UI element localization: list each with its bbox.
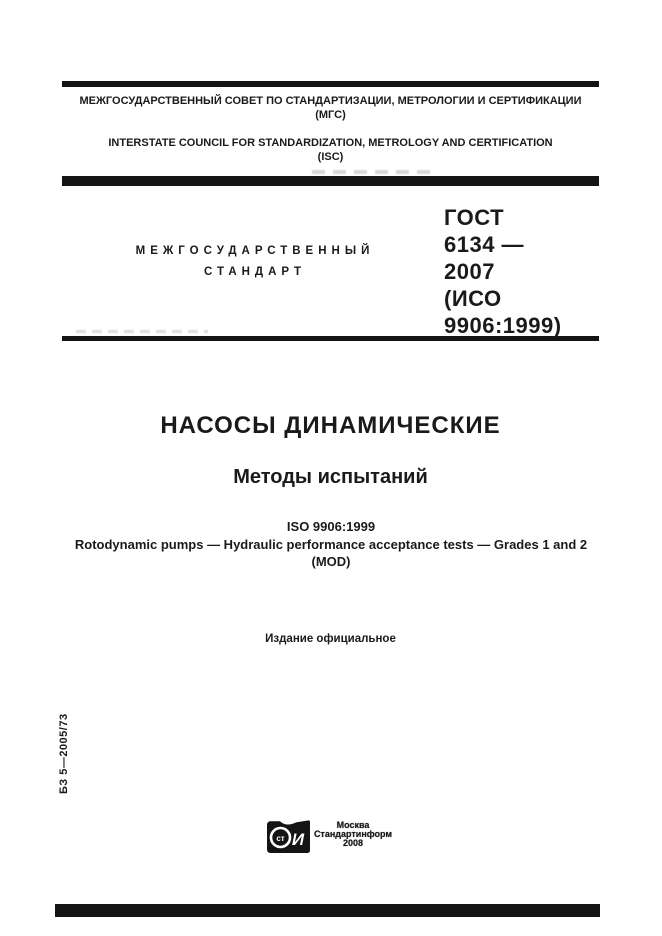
- designation-line4: (ИСО 9906:1999): [444, 286, 562, 338]
- iso-reference: ISO 9906:1999: [286, 519, 376, 534]
- standard-type-line1: МЕЖГОСУДАРСТВЕННЫЙ: [135, 245, 375, 257]
- edition-note: Издание официальное: [265, 633, 396, 645]
- standard-designation: [444, 204, 614, 339]
- svg-text:И: И: [291, 830, 305, 849]
- document-title: НАСОСЫ ДИНАМИЧЕСКИЕ: [160, 412, 501, 439]
- imprint-city: Москва: [336, 820, 370, 830]
- standartinform-logo-icon: [264, 820, 311, 854]
- iso-reference-block: [40, 518, 622, 571]
- separator-bar-bottom: [55, 904, 600, 917]
- adoption-mark: (MOD): [311, 554, 351, 569]
- publisher-imprint: [312, 821, 394, 849]
- scan-artifact-smudge: [312, 170, 430, 174]
- designation-line1: ГОСТ: [444, 205, 505, 230]
- scan-artifact-smudge: [76, 330, 208, 333]
- council-name-en: INTERSTATE COUNCIL FOR STANDARDIZATION, METROLOGY AND CERTIFICATION: [108, 137, 553, 149]
- council-header-russian: [62, 94, 599, 122]
- svg-text:ст: ст: [276, 834, 285, 843]
- council-name-ru: МЕЖГОСУДАРСТВЕННЫЙ СОВЕТ ПО СТАНДАРТИЗАЦИИ, МЕТРОЛОГИИ И СЕРТИФИКАЦИИ: [79, 95, 582, 107]
- separator-bar-middle: [62, 176, 599, 186]
- designation-line2: 6134 —: [444, 232, 525, 257]
- separator-bar-top: [62, 81, 599, 87]
- imprint-year: 2008: [342, 838, 364, 849]
- council-abbr-ru: (МГС): [315, 109, 346, 121]
- registry-side-note: БЗ 5—2005/73: [58, 713, 70, 794]
- standard-type-line2: СТАНДАРТ: [204, 266, 306, 278]
- imprint-publisher: Стандартинформ: [313, 829, 393, 840]
- designation-line3: 2007: [444, 259, 495, 284]
- standard-type-label: [90, 241, 420, 283]
- council-header-english: [62, 136, 599, 164]
- iso-title-english: Rotodynamic pumps — Hydraulic performance acceptance tests — Grades 1 and 2: [74, 536, 588, 552]
- document-subtitle: Методы испытаний: [233, 466, 428, 488]
- council-abbr-en: (ISC): [317, 151, 344, 163]
